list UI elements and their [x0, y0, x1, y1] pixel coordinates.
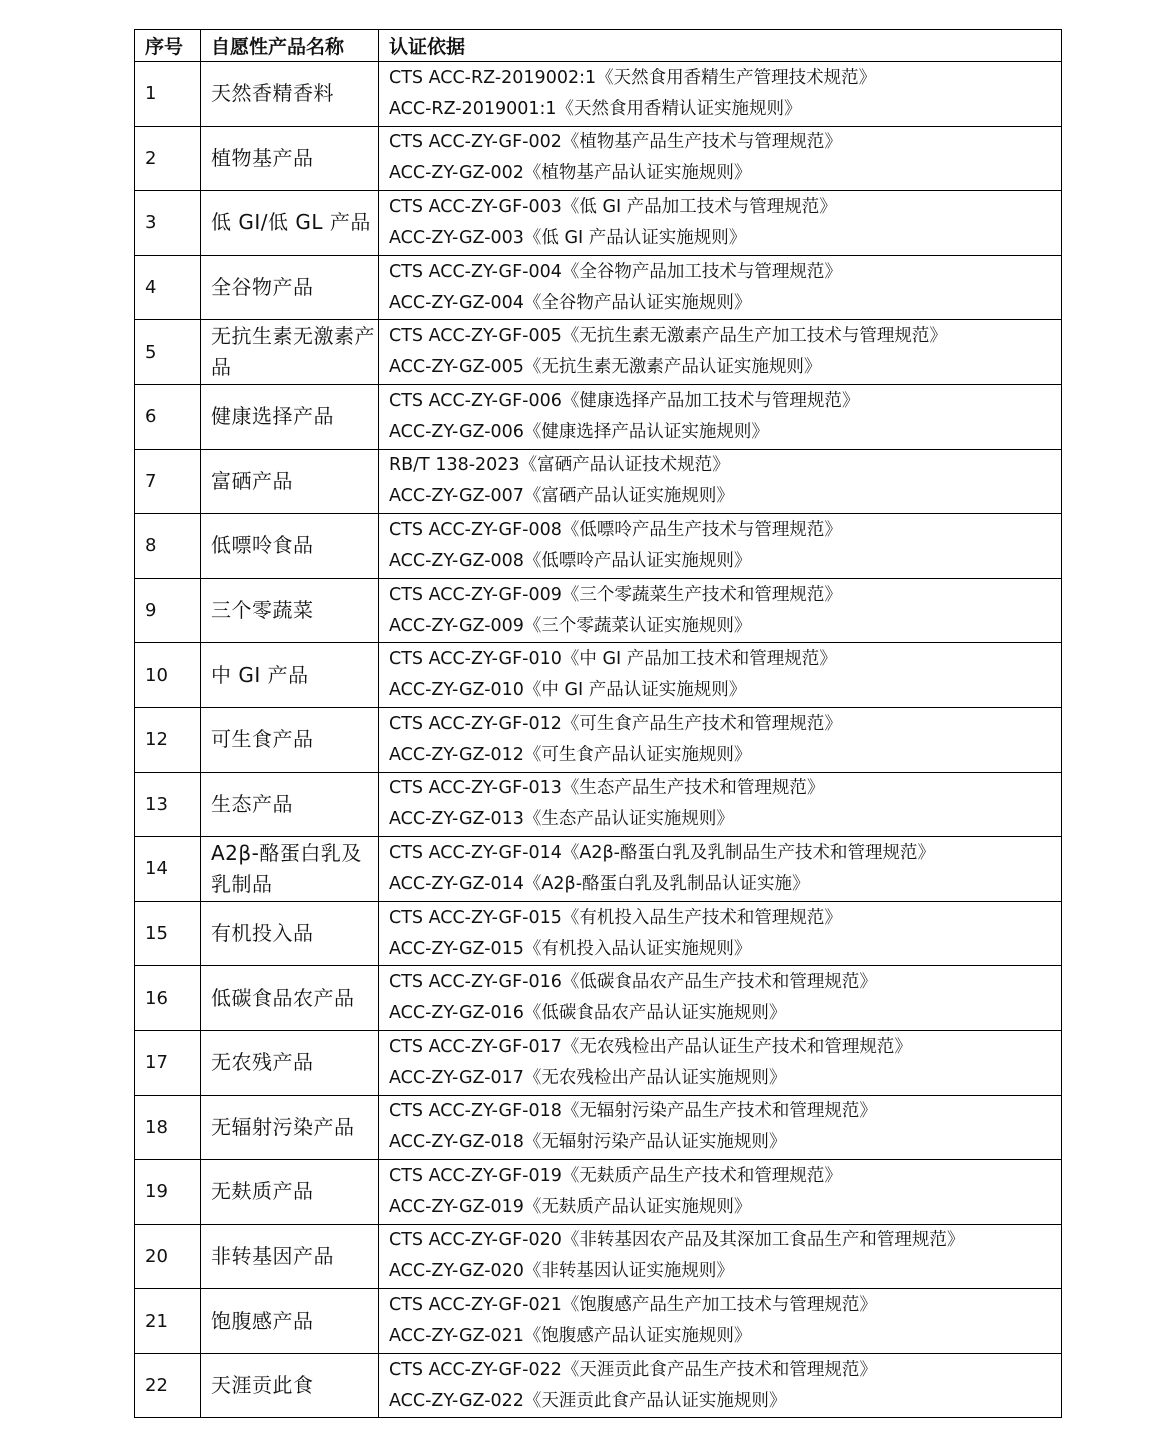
basis-implementation-rule: ACC-ZY-GZ-003《低 GI 产品认证实施规则》: [389, 227, 747, 248]
row-product-name: 无抗生素无激素产品: [201, 320, 379, 385]
basis-implementation-rule: ACC-ZY-GZ-018《无辐射污染产品认证实施规则》: [389, 1132, 787, 1153]
basis-technical-standard: CTS ACC-ZY-GF-015《有机投入品生产技术和管理规范》: [389, 907, 842, 928]
row-certification-basis: [379, 966, 1062, 1031]
row-product-name: 无辐射污染产品: [201, 1095, 379, 1160]
row-certification-basis: [379, 384, 1062, 449]
table-row: [135, 837, 1062, 902]
row-index: 2: [135, 126, 201, 191]
basis-technical-standard: CTS ACC-ZY-GF-022《天涯贡此食产品生产技术和管理规范》: [389, 1359, 877, 1380]
row-product-name: 有机投入品: [201, 901, 379, 966]
basis-technical-standard: CTS ACC-ZY-GF-013《生态产品生产技术和管理规范》: [389, 778, 825, 799]
row-index: 16: [135, 966, 201, 1031]
row-certification-basis: [379, 1160, 1062, 1225]
table-row: [135, 772, 1062, 837]
row-product-name: 生态产品: [201, 772, 379, 837]
row-index: 5: [135, 320, 201, 385]
table-row: [135, 255, 1062, 320]
row-index: 20: [135, 1224, 201, 1289]
basis-technical-standard: CTS ACC-ZY-GF-014《A2β-酪蛋白乳及乳制品生产技术和管理规范》: [389, 842, 935, 863]
row-index: 22: [135, 1353, 201, 1418]
row-product-name: 富硒产品: [201, 449, 379, 514]
row-product-name: 天然香精香料: [201, 62, 379, 127]
row-certification-basis: [379, 901, 1062, 966]
header-product-name: 自愿性产品名称: [201, 30, 379, 62]
basis-technical-standard: CTS ACC-ZY-GF-008《低嘌呤产品生产技术与管理规范》: [389, 519, 842, 540]
row-certification-basis: [379, 578, 1062, 643]
row-index: 14: [135, 837, 201, 902]
row-index: 8: [135, 514, 201, 579]
basis-implementation-rule: ACC-ZY-GZ-022《天涯贡此食产品认证实施规则》: [389, 1390, 787, 1411]
table-row: [135, 1289, 1062, 1354]
row-index: 1: [135, 62, 201, 127]
table-row: [135, 901, 1062, 966]
basis-technical-standard: CTS ACC-ZY-GF-004《全谷物产品加工技术与管理规范》: [389, 261, 842, 282]
row-index: 3: [135, 191, 201, 256]
basis-implementation-rule: ACC-ZY-GZ-007《富硒产品认证实施规则》: [389, 486, 734, 507]
basis-implementation-rule: ACC-ZY-GZ-017《无农残检出产品认证实施规则》: [389, 1067, 787, 1088]
row-product-name: 植物基产品: [201, 126, 379, 191]
row-certification-basis: [379, 1289, 1062, 1354]
basis-implementation-rule: ACC-ZY-GZ-012《可生食产品认证实施规则》: [389, 744, 752, 765]
row-index: 18: [135, 1095, 201, 1160]
basis-implementation-rule: ACC-ZY-GZ-002《植物基产品认证实施规则》: [389, 163, 752, 184]
table-row: [135, 1353, 1062, 1418]
row-certification-basis: [379, 126, 1062, 191]
row-certification-basis: [379, 449, 1062, 514]
row-certification-basis: [379, 191, 1062, 256]
row-product-name: A2β-酪蛋白乳及乳制品: [201, 837, 379, 902]
row-index: 9: [135, 578, 201, 643]
table-row: [135, 449, 1062, 514]
row-product-name: 无农残产品: [201, 1030, 379, 1095]
basis-implementation-rule: ACC-ZY-GZ-021《饱腹感产品认证实施规则》: [389, 1326, 752, 1347]
row-certification-basis: [379, 837, 1062, 902]
row-index: 12: [135, 707, 201, 772]
basis-technical-standard: CTS ACC-ZY-GF-009《三个零蔬菜生产技术和管理规范》: [389, 584, 842, 605]
row-product-name: 可生食产品: [201, 707, 379, 772]
basis-technical-standard: CTS ACC-ZY-GF-019《无麸质产品生产技术和管理规范》: [389, 1165, 842, 1186]
basis-implementation-rule: ACC-ZY-GZ-020《非转基因认证实施规则》: [389, 1261, 734, 1282]
table-row: [135, 966, 1062, 1031]
basis-technical-standard: CTS ACC-ZY-GF-012《可生食产品生产技术和管理规范》: [389, 713, 842, 734]
table-row: [135, 320, 1062, 385]
row-certification-basis: [379, 255, 1062, 320]
header-index: 序号: [135, 30, 201, 62]
table-row: [135, 1160, 1062, 1225]
row-certification-basis: [379, 707, 1062, 772]
row-product-name: 低碳食品农产品: [201, 966, 379, 1031]
row-index: 7: [135, 449, 201, 514]
row-certification-basis: [379, 1224, 1062, 1289]
row-index: 15: [135, 901, 201, 966]
basis-implementation-rule: ACC-ZY-GZ-004《全谷物产品认证实施规则》: [389, 292, 752, 313]
basis-implementation-rule: ACC-ZY-GZ-008《低嘌呤产品认证实施规则》: [389, 550, 752, 571]
basis-technical-standard: RB/T 138-2023《富硒产品认证技术规范》: [389, 455, 730, 476]
basis-implementation-rule: ACC-ZY-GZ-015《有机投入品认证实施规则》: [389, 938, 752, 959]
table-row: [135, 1095, 1062, 1160]
row-index: 10: [135, 643, 201, 708]
table-row: [135, 1030, 1062, 1095]
table-row: [135, 191, 1062, 256]
table-row: [135, 707, 1062, 772]
table-body: [135, 62, 1062, 1418]
row-product-name: 全谷物产品: [201, 255, 379, 320]
basis-implementation-rule: ACC-RZ-2019001:1《天然食用香精认证实施规则》: [389, 98, 802, 119]
row-index: 19: [135, 1160, 201, 1225]
basis-technical-standard: CTS ACC-ZY-GF-020《非转基因农产品及其深加工食品生产和管理规范》: [389, 1230, 965, 1251]
row-product-name: 饱腹感产品: [201, 1289, 379, 1354]
basis-implementation-rule: ACC-ZY-GZ-019《无麸质产品认证实施规则》: [389, 1196, 752, 1217]
basis-implementation-rule: ACC-ZY-GZ-016《低碳食品农产品认证实施规则》: [389, 1003, 787, 1024]
table-row: [135, 384, 1062, 449]
row-certification-basis: [379, 1095, 1062, 1160]
row-certification-basis: [379, 1353, 1062, 1418]
table-row: [135, 62, 1062, 127]
basis-technical-standard: CTS ACC-ZY-GF-002《植物基产品生产技术与管理规范》: [389, 132, 842, 153]
row-index: 17: [135, 1030, 201, 1095]
row-product-name: 天涯贡此食: [201, 1353, 379, 1418]
table-row: [135, 126, 1062, 191]
basis-technical-standard: CTS ACC-ZY-GF-016《低碳食品农产品生产技术和管理规范》: [389, 972, 877, 993]
basis-technical-standard: CTS ACC-ZY-GF-010《中 GI 产品加工技术和管理规范》: [389, 649, 837, 670]
basis-implementation-rule: ACC-ZY-GZ-006《健康选择产品认证实施规则》: [389, 421, 769, 442]
row-product-name: 健康选择产品: [201, 384, 379, 449]
row-certification-basis: [379, 772, 1062, 837]
basis-implementation-rule: ACC-ZY-GZ-014《A2β-酪蛋白乳及乳制品认证实施》: [389, 873, 810, 894]
table-header-row: [135, 30, 1062, 62]
table-row: [135, 643, 1062, 708]
row-certification-basis: [379, 514, 1062, 579]
basis-implementation-rule: ACC-ZY-GZ-013《生态产品认证实施规则》: [389, 809, 734, 830]
basis-technical-standard: CTS ACC-ZY-GF-017《无农残检出产品认证生产技术和管理规范》: [389, 1036, 912, 1057]
row-product-name: 三个零蔬菜: [201, 578, 379, 643]
row-product-name: 低嘌呤食品: [201, 514, 379, 579]
basis-technical-standard: CTS ACC-ZY-GF-018《无辐射污染产品生产技术和管理规范》: [389, 1101, 877, 1122]
table-row: [135, 1224, 1062, 1289]
table-row: [135, 514, 1062, 579]
row-product-name: 中 GI 产品: [201, 643, 379, 708]
row-certification-basis: [379, 643, 1062, 708]
basis-implementation-rule: ACC-ZY-GZ-005《无抗生素无激素产品认证实施规则》: [389, 357, 822, 378]
row-product-name: 低 GI/低 GL 产品: [201, 191, 379, 256]
basis-technical-standard: CTS ACC-ZY-GF-006《健康选择产品加工技术与管理规范》: [389, 390, 860, 411]
basis-technical-standard: CTS ACC-RZ-2019002:1《天然食用香精生产管理技术规范》: [389, 67, 877, 88]
basis-technical-standard: CTS ACC-ZY-GF-003《低 GI 产品加工技术与管理规范》: [389, 196, 837, 217]
row-index: 21: [135, 1289, 201, 1354]
row-certification-basis: [379, 1030, 1062, 1095]
row-index: 4: [135, 255, 201, 320]
row-product-name: 无麸质产品: [201, 1160, 379, 1225]
basis-technical-standard: CTS ACC-ZY-GF-005《无抗生素无激素产品生产加工技术与管理规范》: [389, 326, 947, 347]
row-index: 13: [135, 772, 201, 837]
certification-table: [134, 29, 1062, 1418]
basis-technical-standard: CTS ACC-ZY-GF-021《饱腹感产品生产加工技术与管理规范》: [389, 1295, 877, 1316]
basis-implementation-rule: ACC-ZY-GZ-009《三个零蔬菜认证实施规则》: [389, 615, 752, 636]
table-row: [135, 578, 1062, 643]
basis-implementation-rule: ACC-ZY-GZ-010《中 GI 产品认证实施规则》: [389, 680, 747, 701]
row-product-name: 非转基因产品: [201, 1224, 379, 1289]
row-certification-basis: [379, 62, 1062, 127]
row-certification-basis: [379, 320, 1062, 385]
header-certification-basis: 认证依据: [379, 30, 1062, 62]
row-index: 6: [135, 384, 201, 449]
